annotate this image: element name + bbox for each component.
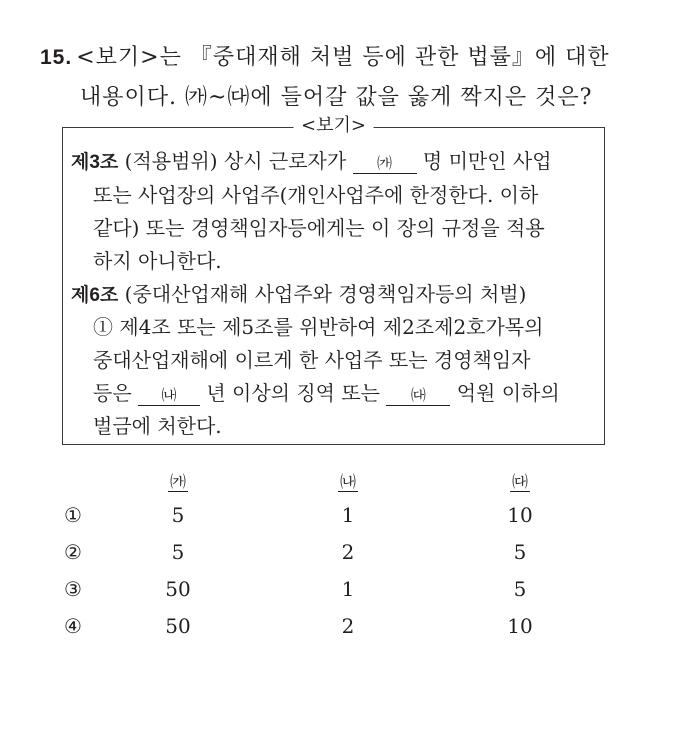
- choice-2-da: 5: [513, 540, 527, 564]
- choice-2-na: 2: [341, 540, 355, 564]
- art6-text-1: (중대산업재해 사업주와 경영책임자등의 처벌): [118, 282, 527, 306]
- header-na: ㈏: [339, 472, 356, 491]
- art6-line-2: ① 제4조 또는 제5조를 위반하여 제2조제2호가목의: [93, 315, 544, 339]
- art6-line-4: [93, 380, 560, 406]
- choice-1-da: 10: [507, 503, 533, 527]
- art3-line-2: 또는 사업장의 사업주(개인사업주에 한정한다. 이하: [93, 183, 539, 207]
- question-line-2: [80, 80, 592, 111]
- question-number: 15.: [40, 46, 73, 69]
- choice-1-na: 1: [341, 503, 355, 527]
- art3-line-4: 하지 아니한다.: [93, 249, 222, 273]
- choice-4-na: 2: [341, 614, 355, 638]
- art6-line-1: [71, 281, 526, 309]
- choice-4-ga: 50: [165, 614, 191, 638]
- blank-da: ㈐: [386, 385, 450, 406]
- art6-line-5: 벌금에 처한다.: [93, 414, 222, 438]
- header-da: ㈐: [511, 472, 528, 491]
- question-line-1: [40, 40, 610, 71]
- blank-na: ㈏: [138, 385, 200, 406]
- art6-text-4c: 억원 이하의: [450, 381, 560, 405]
- choice-mark-4[interactable]: ④: [64, 614, 82, 638]
- question-text-1: <보기>는 『중대재해 처벌 등에 관한 법률』에 대한: [76, 45, 610, 70]
- choice-mark-3[interactable]: ③: [64, 577, 82, 601]
- bogi-box: [62, 115, 605, 445]
- choice-mark-1[interactable]: ①: [64, 503, 82, 527]
- bogi-title: <보기>: [293, 115, 374, 137]
- choice-4-da: 10: [507, 614, 533, 638]
- blank-ga: ㈎: [353, 153, 417, 174]
- art3-line-3: 같다) 또는 경영책임자등에게는 이 장의 규정을 적용: [93, 216, 545, 240]
- art6-line-3: 중대산업재해에 이르게 한 사업주 또는 경영책임자: [93, 348, 531, 372]
- art3-text-1b: 명 미만인 사업: [416, 149, 552, 173]
- art3-line-1: [71, 148, 552, 176]
- question-text-2: 내용이다. ㈎~㈐에 들어갈 값을 옳게 짝지은 것은?: [80, 85, 593, 110]
- choice-2-ga: 5: [171, 540, 185, 564]
- art6-label: 제6조: [71, 285, 119, 306]
- art6-text-4a: 등은: [93, 381, 138, 405]
- art3-label: 제3조: [71, 152, 119, 173]
- art3-text-1a: (적용범위) 상시 근로자가: [118, 149, 353, 173]
- choice-1-ga: 5: [171, 503, 185, 527]
- choice-3-da: 5: [513, 577, 527, 601]
- choice-3-na: 1: [341, 577, 355, 601]
- header-ga: ㈎: [169, 472, 186, 491]
- art6-text-4b: 년 이상의 징역 또는: [200, 381, 387, 405]
- choice-3-ga: 50: [165, 577, 191, 601]
- choice-mark-2[interactable]: ②: [64, 540, 82, 564]
